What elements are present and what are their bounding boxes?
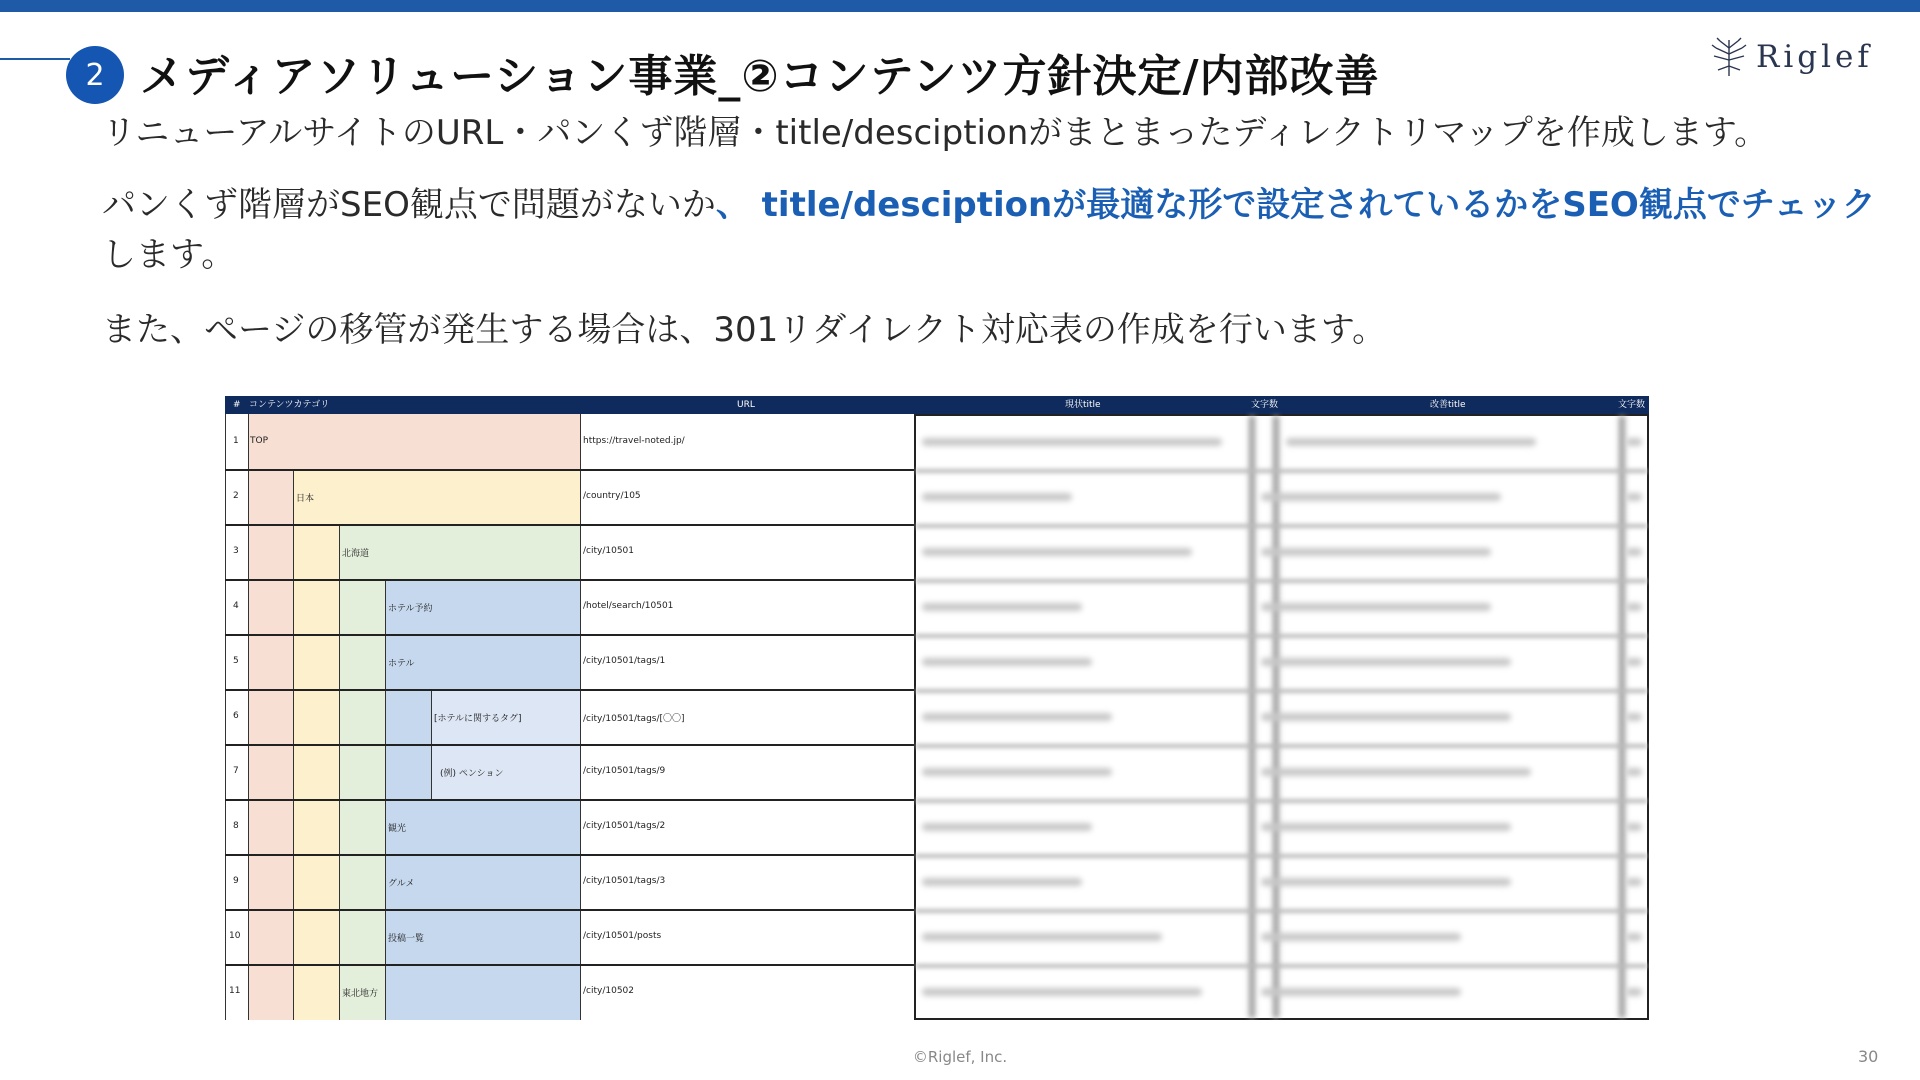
row-number: 1 bbox=[233, 436, 239, 446]
p2-highlight: 、 title/desciptionが最適な形で設定されているかをSEO観点でチェック bbox=[715, 185, 1876, 225]
blurred-count bbox=[1626, 548, 1642, 556]
row-number: 4 bbox=[233, 601, 239, 611]
category-label: TOP bbox=[250, 436, 269, 446]
row-divider bbox=[225, 579, 914, 581]
row-divider bbox=[225, 744, 914, 746]
blurred-text bbox=[1261, 493, 1501, 501]
url-cell: /hotel/search/10501 bbox=[583, 601, 674, 611]
slide-title: メディアソリューション事業_②コンテンツ方針決定/内部改善 bbox=[140, 51, 1380, 102]
row-number: 6 bbox=[233, 711, 239, 721]
p2-part-a: パンくず階層がSEO観点で問題がないか bbox=[102, 185, 716, 225]
blurred-count bbox=[1626, 933, 1642, 941]
row-number: 11 bbox=[229, 986, 241, 996]
row-divider bbox=[225, 964, 914, 966]
header-url: URL bbox=[737, 400, 755, 410]
blurred-text bbox=[922, 438, 1222, 446]
row-number: 2 bbox=[233, 491, 239, 501]
blurred-text bbox=[922, 823, 1092, 831]
blurred-text bbox=[922, 933, 1162, 941]
logo-text: Riglef bbox=[1756, 39, 1873, 75]
blurred-text bbox=[1261, 603, 1491, 611]
category-label: 東北地方 bbox=[342, 989, 379, 999]
url-cell: /city/10501/tags/3 bbox=[583, 876, 666, 886]
blurred-row-divider bbox=[916, 579, 1647, 583]
blurred-text bbox=[1261, 713, 1511, 721]
blurred-column-divider bbox=[1249, 416, 1255, 1018]
row-divider bbox=[225, 799, 914, 801]
blurred-count bbox=[1626, 768, 1642, 776]
url-cell: /city/10502 bbox=[583, 986, 634, 996]
body-paragraph-3: また、ページの移管が発生する場合は、301リダイレクト対応表の作成を行います。 bbox=[102, 310, 1387, 350]
url-cell: /city/10501/tags/9 bbox=[583, 766, 666, 776]
page-number: 30 bbox=[1858, 1047, 1879, 1066]
url-cell: https://travel-noted.jp/ bbox=[583, 436, 685, 446]
row-number: 3 bbox=[233, 546, 239, 556]
row-number: 7 bbox=[233, 766, 239, 776]
blurred-text bbox=[922, 878, 1082, 886]
top-accent-bar bbox=[0, 0, 1920, 12]
blurred-text bbox=[1261, 548, 1491, 556]
header-chars-2: 文字数 bbox=[1618, 400, 1646, 410]
blurred-text bbox=[1261, 878, 1511, 886]
row-number: 5 bbox=[233, 656, 239, 666]
category-label: 投稿一覧 bbox=[388, 934, 425, 944]
blurred-count bbox=[1626, 988, 1642, 996]
blurred-text bbox=[1261, 658, 1511, 666]
url-cell: /city/10501/tags/2 bbox=[583, 821, 666, 831]
blurred-text bbox=[1261, 988, 1461, 996]
blurred-row-divider bbox=[916, 964, 1647, 968]
row-divider bbox=[225, 909, 914, 911]
row-number: 9 bbox=[233, 876, 239, 886]
row-number: 8 bbox=[233, 821, 239, 831]
blurred-text bbox=[922, 658, 1092, 666]
section-number-badge: 2 bbox=[66, 46, 124, 104]
section-number-line bbox=[0, 58, 70, 60]
sheet-header-row bbox=[225, 396, 1649, 414]
directory-map-spreadsheet bbox=[225, 396, 1649, 1020]
copyright-footer: ©Riglef, Inc. bbox=[912, 1048, 1008, 1066]
blurred-row-divider bbox=[916, 744, 1647, 748]
blurred-row-divider bbox=[916, 469, 1647, 473]
row-divider bbox=[225, 524, 914, 526]
blurred-count bbox=[1626, 603, 1642, 611]
row-divider bbox=[225, 634, 914, 636]
category-label: ホテル bbox=[388, 659, 415, 669]
url-cell: /city/10501/posts bbox=[583, 931, 662, 941]
url-cell: /city/10501/tags/[〇〇] bbox=[583, 714, 685, 724]
p2-part-c: します。 bbox=[102, 235, 236, 275]
category-label: グルメ bbox=[388, 879, 415, 889]
blurred-row-divider bbox=[916, 909, 1647, 913]
blurred-row-divider bbox=[916, 524, 1647, 528]
header-category: コンテンツカテゴリ bbox=[249, 400, 330, 410]
blurred-text bbox=[922, 493, 1072, 501]
blurred-count bbox=[1626, 878, 1642, 886]
body-paragraph-2 bbox=[102, 180, 1882, 280]
blurred-text bbox=[922, 713, 1112, 721]
blurred-column-divider bbox=[1619, 416, 1625, 1018]
category-label: 観光 bbox=[388, 824, 407, 834]
category-label: 北海道 bbox=[342, 549, 370, 559]
blurred-count bbox=[1626, 658, 1642, 666]
row-number: 10 bbox=[229, 931, 241, 941]
body-paragraph-1: リニューアルサイトのURL・パンくず階層・title/desciptionがまとまったディレクトリマップを作成します。 bbox=[102, 113, 1769, 153]
header-new-title: 改善title bbox=[1430, 400, 1466, 410]
blurred-text bbox=[1261, 823, 1511, 831]
blurred-text bbox=[922, 768, 1112, 776]
blurred-text bbox=[1286, 438, 1536, 446]
blurred-count bbox=[1626, 438, 1642, 446]
url-cell: /city/10501/tags/1 bbox=[583, 656, 666, 666]
category-label: [ホテルに関するタグ] bbox=[434, 714, 522, 724]
category-label: 日本 bbox=[296, 494, 315, 504]
header-chars-1: 文字数 bbox=[1251, 400, 1279, 410]
riglef-logo bbox=[1708, 36, 1873, 78]
blurred-row-divider bbox=[916, 689, 1647, 693]
row-divider bbox=[225, 689, 914, 691]
blurred-count bbox=[1626, 493, 1642, 501]
row-divider bbox=[225, 854, 914, 856]
tree-logo-icon bbox=[1708, 36, 1750, 78]
blurred-row-divider bbox=[916, 854, 1647, 858]
blurred-text bbox=[1261, 768, 1531, 776]
blurred-text bbox=[922, 548, 1192, 556]
blurred-count bbox=[1626, 823, 1642, 831]
blurred-text bbox=[922, 988, 1202, 996]
header-hash: # bbox=[233, 400, 241, 410]
url-cell: /city/10501 bbox=[583, 546, 634, 556]
row-divider bbox=[225, 469, 914, 471]
category-label: (例) ペンション bbox=[440, 769, 504, 779]
header-current-title: 現状title bbox=[1065, 400, 1101, 410]
blurred-title-columns bbox=[914, 414, 1649, 1020]
blurred-row-divider bbox=[916, 799, 1647, 803]
category-label: ホテル予約 bbox=[388, 604, 433, 614]
url-cell: /country/105 bbox=[583, 491, 641, 501]
blurred-row-divider bbox=[916, 634, 1647, 638]
blurred-text bbox=[1261, 933, 1461, 941]
blurred-text bbox=[922, 603, 1082, 611]
blurred-count bbox=[1626, 713, 1642, 721]
